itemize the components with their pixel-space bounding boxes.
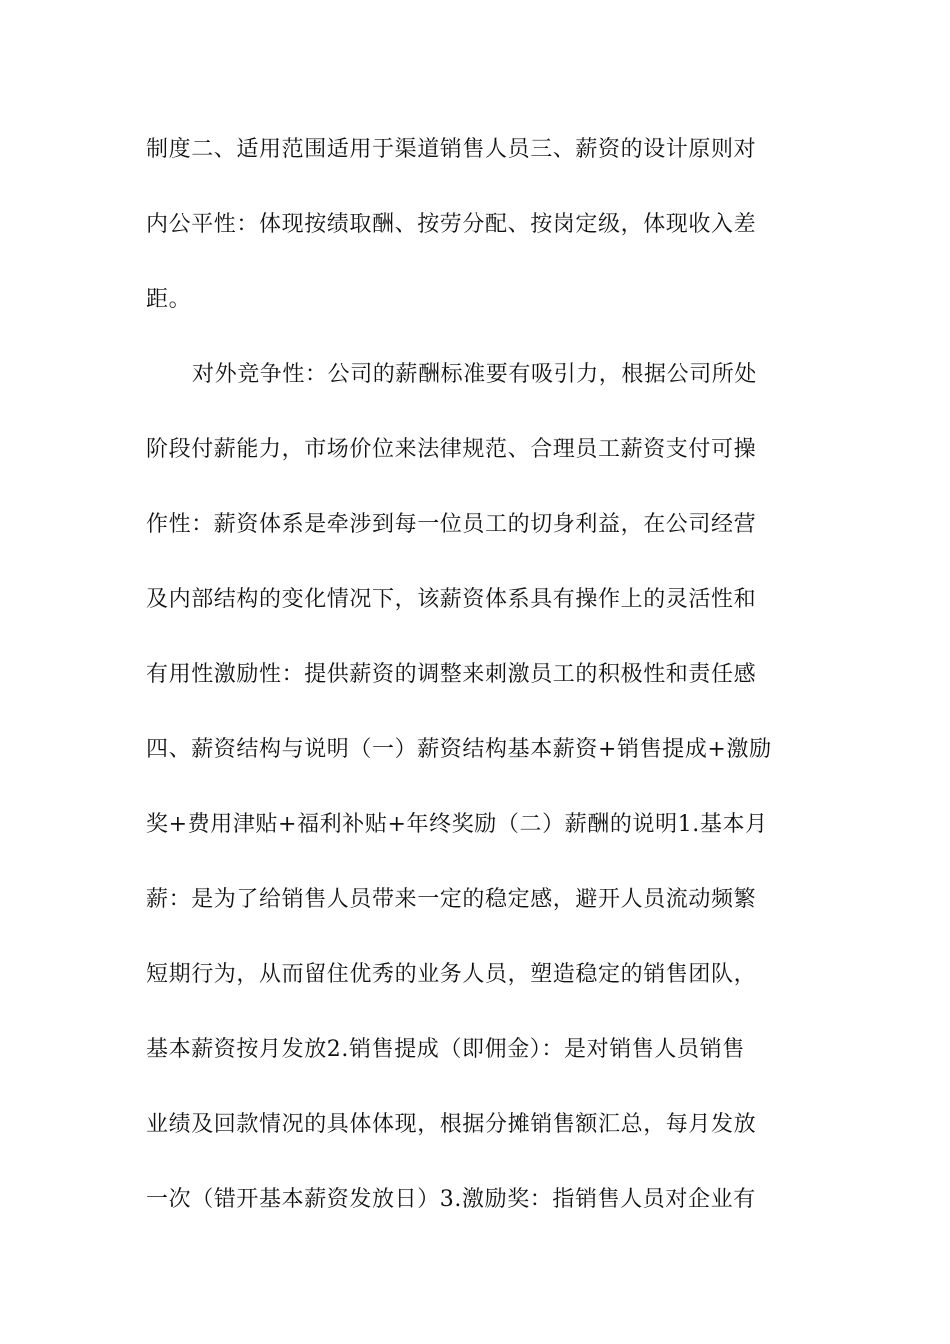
text-line-11: 薪：是为了给销售人员带来一定的稳定感，避开人员流动频繁	[146, 887, 757, 912]
text-line-9: 四、薪资结构与说明（一）薪资结构基本薪资+销售提成+激励	[146, 737, 772, 762]
text-line-4: 对外竞争性：公司的薪酬标准要有吸引力，根据公司所处	[192, 362, 758, 387]
text-line-6: 作性：薪资体系是牵涉到每一位员工的切身利益，在公司经营	[146, 512, 757, 537]
text-line-10: 奖+费用津贴+福利补贴+年终奖励（二）薪酬的说明1.基本月	[146, 812, 768, 837]
text-line-1: 制度二、适用范围适用于渠道销售人员三、薪资的设计原则对	[146, 137, 757, 162]
text-line-13: 基本薪资按月发放2.销售提成（即佣金）：是对销售人员销售	[146, 1037, 745, 1062]
text-line-7: 及内部结构的变化情况下，该薪资体系具有操作上的灵活性和	[146, 587, 757, 612]
text-line-8: 有用性激励性：提供薪资的调整来刺激员工的积极性和责任感	[146, 662, 757, 687]
text-line-14: 业绩及回款情况的具体体现，根据分摊销售额汇总，每月发放	[146, 1112, 757, 1137]
text-line-12: 短期行为，从而留住优秀的业务人员，塑造稳定的销售团队，	[146, 962, 757, 987]
text-line-15: 一次（错开基本薪资发放日）3.激励奖：指销售人员对企业有	[146, 1187, 756, 1212]
text-line-3: 距。	[146, 287, 192, 312]
text-line-5: 阶段付薪能力，市场价位来法律规范、合理员工薪资支付可操	[146, 437, 757, 462]
text-line-2: 内公平性：体现按绩取酬、按劳分配、按岗定级，体现收入差	[146, 212, 757, 237]
